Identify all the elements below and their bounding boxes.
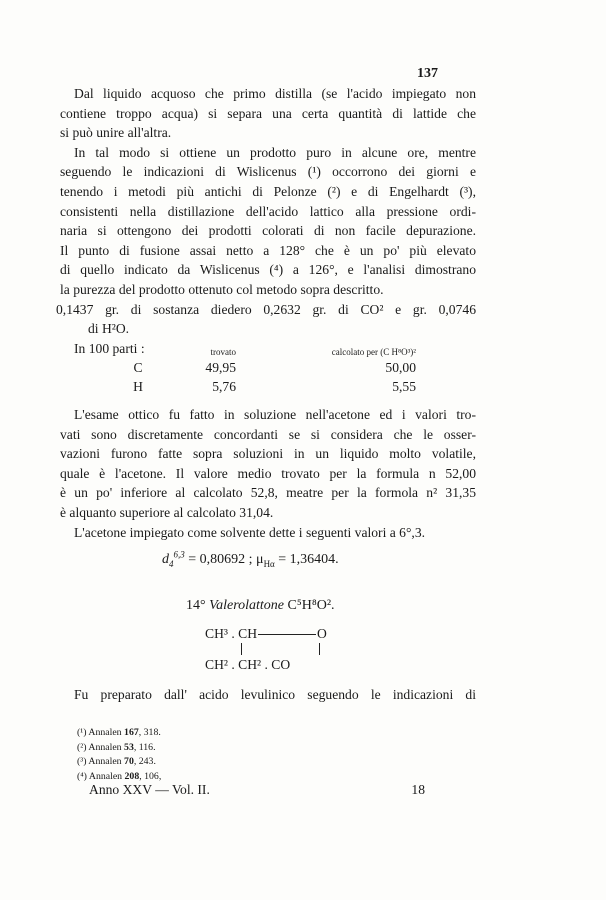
text-line: è alquanto superiore al calcolato 31,04.: [60, 504, 274, 520]
text-line: vati sono discretamente concordanti se si considera che le osser-: [60, 426, 476, 442]
bond-line: [258, 634, 316, 635]
density-superscript: 6,3: [173, 549, 185, 560]
text-line: è un po' inferiore al calcolato 52,8, meatre per la formola n² 31,35: [60, 485, 476, 501]
footnote: (⁴) Annalen 208, 106,: [77, 770, 162, 782]
text-line: L'acetone impiegato come solvente dette i seguenti valori a 6°,3.: [74, 524, 426, 540]
optical-formula: [162, 549, 339, 569]
text-line: Fu preparato dall' acido levulinico seguendo le indicazioni di: [74, 687, 476, 702]
refraction-subscript: Hα: [263, 558, 275, 569]
text-line: di H²O.: [88, 321, 130, 337]
found-cell: 5,76: [212, 379, 236, 394]
table-row: [120, 357, 428, 376]
text-line: di quello indicato da Wislicenus (⁴) a 126°, e l'analisi dimostrano: [60, 262, 476, 278]
body-text-2: [60, 405, 476, 542]
structure-top-left: CH³ . CH: [205, 626, 258, 641]
section-heading: [186, 598, 335, 614]
section-number: 14°: [186, 598, 206, 613]
table-row: [120, 376, 428, 395]
element-cell: C: [133, 360, 143, 375]
footer-signature: 18: [411, 782, 425, 797]
footnote: (³) Annalen 70, 243.: [77, 756, 156, 768]
text-line: Dal liquido acquoso che primo distilla (se l'acido impiegato non: [74, 86, 476, 101]
structure-top-row: [205, 626, 327, 641]
structure-bottom: CH² . CH² . CO: [205, 657, 291, 672]
density-symbol: d: [162, 552, 169, 567]
density-subscript: 4: [169, 558, 174, 569]
text-line: contiene troppo acqua) si separa una certa quantità di lattide che: [60, 105, 476, 121]
text-line: consistenti nella distillazione dell'acido lattico alla pressione ordi-: [60, 203, 476, 219]
analysis-table: [120, 343, 428, 395]
text-line: tenendo i metodi più antichi di Pelonze (²) e di Engelhardt (³),: [60, 183, 476, 199]
bond-line: [241, 643, 242, 655]
footnotes: [77, 726, 161, 784]
found-cell: 49,95: [205, 360, 236, 375]
structural-formula: [205, 626, 327, 672]
page-footer: [89, 782, 425, 798]
text-line: L'esame ottico fu fatto in soluzione nell'acetone ed i valori tro-: [74, 407, 476, 422]
text-line: si può unire all'altra.: [60, 125, 172, 141]
structure-bottom-row: [205, 657, 327, 672]
header-found: trovato: [210, 347, 236, 357]
refraction-value: = 1,36404.: [278, 552, 339, 567]
calc-cell: 5,55: [392, 379, 416, 394]
text-line: naria si ottengono dei prodotti colorati di non facile depurazione.: [60, 223, 476, 239]
text-line: 0,1437 gr. di sostanza diedero 0,2632 gr. di CO² e gr. 0,0746: [56, 301, 476, 317]
text-line: vazioni furono fatte sopra soluzioni in un liquido molto volatile,: [60, 446, 476, 462]
text-line: Il punto di fusione assai netto a 128° che è un po' più elevato: [60, 242, 476, 258]
table-header-row: [120, 343, 428, 357]
structure-top-right: O: [317, 626, 327, 641]
calc-cell: 50,00: [385, 360, 416, 375]
header-calculated: calcolato per (C H⁸O³)²: [331, 347, 416, 357]
density-value: = 0,80692 ;: [188, 552, 253, 567]
refraction-symbol: μ: [256, 552, 264, 567]
text-line: seguendo le indicazioni di Wislicenus (¹) occorrono dei giorni e: [60, 164, 476, 180]
section-formula: C⁵H⁸O².: [287, 598, 335, 613]
text-line: la purezza del prodotto ottenuto col metodo sopra descritto.: [60, 281, 384, 297]
bond-line: [319, 643, 320, 655]
body-text: [56, 84, 476, 358]
footnote: (²) Annalen 53, 116.: [77, 741, 156, 753]
text-line: In 100 parti :: [74, 340, 145, 356]
footer-volume: Anno XXV — Vol. II.: [89, 782, 210, 797]
text-line: In tal modo si ottiene un prodotto puro in alcune ore, mentre: [74, 144, 476, 160]
section-name: Valerolattone: [209, 598, 285, 613]
page-number: 137: [417, 66, 438, 81]
body-text-3: [60, 685, 476, 705]
text-line: quale è l'acetone. Il valore medio trovato per la formula n 52,00: [60, 465, 476, 481]
footnote: (¹) Annalen 167, 318.: [77, 727, 161, 738]
element-cell: H: [133, 379, 143, 394]
